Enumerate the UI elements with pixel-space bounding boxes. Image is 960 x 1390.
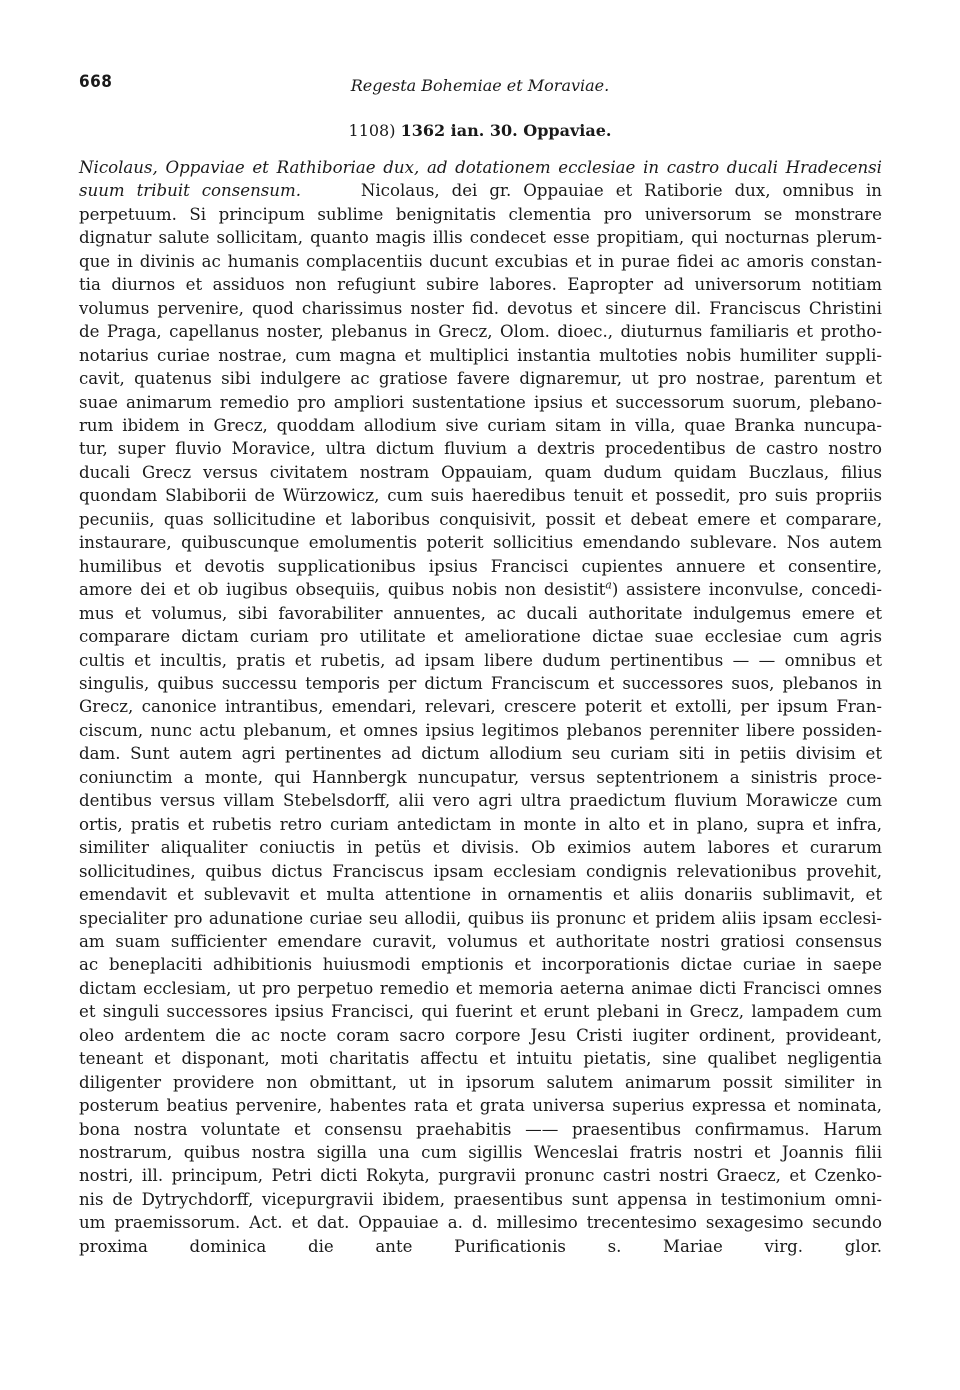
text-line: de Praga, capellanus noster, plebanus in Grecz, Olom. dioec., diuturnus familiaris et prothо- [79, 322, 882, 342]
text-line: dignatur salute sollicitam, quanto magis illis condecet esse propitiam, qui nocturnas plerum- [79, 228, 882, 248]
text-line: um praemissorum. Act. et dat. Oppauiae a. d. millesimo trecentesimo sexagesimo secundo [79, 1213, 882, 1233]
text-line [79, 578, 882, 601]
text-line: ortis, pratis et rubetis retro curiam antedictam in monte in alto et in plano, supra et infra, [79, 814, 882, 834]
text-line: ciscum, nunc actu plebanum, et omnes ipsius legitimos plebanos perenniter libere possiden- [79, 720, 882, 740]
text-line: dam. Sunt autem agri pertinentes ad dictum allodium seu curiam siti in petiis divisim et [79, 744, 882, 764]
summary-line: Nicolaus, Oppaviae et Rathiboriae dux, ad dotationem ecclesiae in castro ducali Hradecensi [79, 158, 882, 177]
text-line: quondam Slabiborii de Würzowicz, cum suis haeredibus tenuit et possedit, pro suis propriis [79, 486, 882, 506]
text-line: notarius curiae nostrae, cum magna et multiplici instantia multoties nobis humiliter suppli- [79, 345, 882, 365]
text-line: que in divinis ac humanis complacentiis ducunt excubias et in purae fidei ac amoris constan- [79, 251, 882, 271]
text-line: cavit, quatenus sibi indulgere ac gratiose favere dignaremur, ut pro nostrae, parentum et [79, 369, 882, 389]
text-line: dentibus versus villam Stebelsdorff, alii vero agri ultra praedictum fluvium Morawicze cum [79, 791, 882, 811]
text-line: et singuli successores ipsius Francisci, qui fuerint et erunt plebani in Grecz, lampadem cum [79, 1002, 882, 1022]
text-line: proxima dominica die ante Purificationis s. Mariae virg. glor. [79, 1236, 882, 1256]
running-title: Regesta Bohemiae et Moraviae. [350, 76, 610, 95]
text-line: oleo ardentem die ac nocte coram sacro corpore Jesu Cristi iugiter ordinent, provideant, [79, 1025, 882, 1045]
text-line: similiter aliqualiter coniuctis in petüs et divisis. Ob eximios autem labores et curarum [79, 838, 882, 858]
text-segment: ) assistere inconvulse, concedi- [611, 580, 882, 600]
page-number: 668 [79, 72, 113, 92]
document-body [79, 156, 882, 1258]
text-line: cultis et incultis, pratis et rubetis, ad ipsam libere dudum pertinentibus — — omnibus et [79, 650, 882, 670]
text-line: sollicitudines, quibus dictus Franciscus ipsam ecclesiam condignis relevationibus provehit, [79, 861, 882, 881]
text-line: am suam sufficienter emendare curavit, volumus et authoritate nostri gratiosi consensus [79, 931, 882, 951]
text-line: ducali Grecz versus civitatem nostram Oppauiam, quam dudum quidam Buczlaus, filius [79, 462, 882, 482]
text-line: mus et volumus, sibi favorabiliter annuentes, ac ducali authoritate indulgemus emere et [79, 603, 882, 623]
text-line: rum ibidem in Grecz, quoddam allodium sive curiam sitam in villa, quae Branka nuncupa- [79, 415, 882, 435]
text-line [79, 179, 882, 202]
text-line: instaurare, quibuscunque emolumentis poterit sollicitius emendando sublevare. Nos autem [79, 533, 882, 553]
text-line: suae animarum remedio pro ampliori sustentatione ipsius et successorum suorum, plebano- [79, 392, 882, 412]
text-line: tia diurnos et assiduos non refugiunt subire labores. Eapropter ad universorum notitiam [79, 275, 882, 295]
text-line: posterum beatius pervenire, habentes rata et grata universa superius expressa et nominata, [79, 1096, 882, 1116]
document-date-place: 1362 ian. 30. Oppaviae. [400, 121, 612, 140]
text-line: pecuniis, quas sollicitudine et laboribus conquisivit, possit et debeat emere et comparare, [79, 509, 882, 529]
text-line: nis de Dytrychdorff, vicepurgravii ibidem, praesentibus sunt appensa in testimonium omni- [79, 1189, 882, 1209]
text-line: nostri, ill. principum, Petri dicti Rokyta, purgravii pronunc castri nostri Graecz, et Czenko- [79, 1166, 882, 1186]
footnote-mark: a [605, 578, 612, 592]
summary-line-end: suum tribuit consensum. [79, 181, 301, 201]
text-line: comparare dictam curiam pro utilitate et amelioratione dictae suae ecclesiae cum agris [79, 627, 882, 647]
text-line: tur, super fluvio Moravice, ultra dictum fluvium a dextris procedentibus de castro nostro [79, 439, 882, 459]
document-number: 1108) [348, 121, 396, 140]
text-line: diligenter providere non obmittant, ut in ipsorum salutem animarum possit similiter in [79, 1072, 882, 1092]
text-line: singulis, quibus successu temporis per dictum Franciscum et successores suos, plebanos in [79, 673, 882, 693]
text-line: humilibus et devotis supplicationibus ipsius Francisci cupientes annuere et consentire, [79, 556, 882, 576]
text-line: ac beneplaciti adhibitionis huiusmodi emptionis et incorporationis dictae curiae in saepe [79, 955, 882, 975]
text-line: specialiter pro adunatione curiae seu allodii, quibus iis pronunc et pridem aliis ipsam ecclesi- [79, 908, 882, 928]
text-segment: amore dei et ob iugibus obsequiis, quibus nobis non desistit [79, 580, 606, 600]
text-line: coniunctim a monte, qui Hannbergk nuncupatur, versus septentrionem a sinistris proce- [79, 767, 882, 787]
text-line: perpetuum. Si principum sublime benignitatis clementia pro universorum se monstrare [79, 204, 882, 224]
text-line: dictam ecclesiam, ut pro perpetuo remedio et memoria aeterna animae dicti Francisci omnes [79, 978, 882, 998]
document-heading [0, 121, 960, 140]
text-line: volumus pervenire, quod charissimus noster fid. devotus et sincere dil. Franciscus Christini [79, 298, 882, 318]
text-line-rest: Nicolaus, dei gr. Oppauiae et Ratiborie dux, omnibus in [300, 181, 882, 201]
text-line: bona nostra voluntate et consensu praehabitis —— praesentibus confirmamus. Harum [79, 1119, 882, 1139]
text-line: emendavit et sublevavit et multa attentione in ornamentis et aliis donariis sublimavit, et [79, 885, 882, 905]
text-line: nostrarum, quibus nostra sigilla una cum sigillis Wenceslai fratris nostri et Joannis filii [79, 1143, 882, 1163]
text-line: Grecz, canonice intrantibus, emendari, relevari, crescere poterit et extolli, per ipsum Fran- [79, 697, 882, 717]
text-line: teneant et disponant, moti charitatis affectu et intuitu pietatis, sine qualibet negligentia [79, 1049, 882, 1069]
